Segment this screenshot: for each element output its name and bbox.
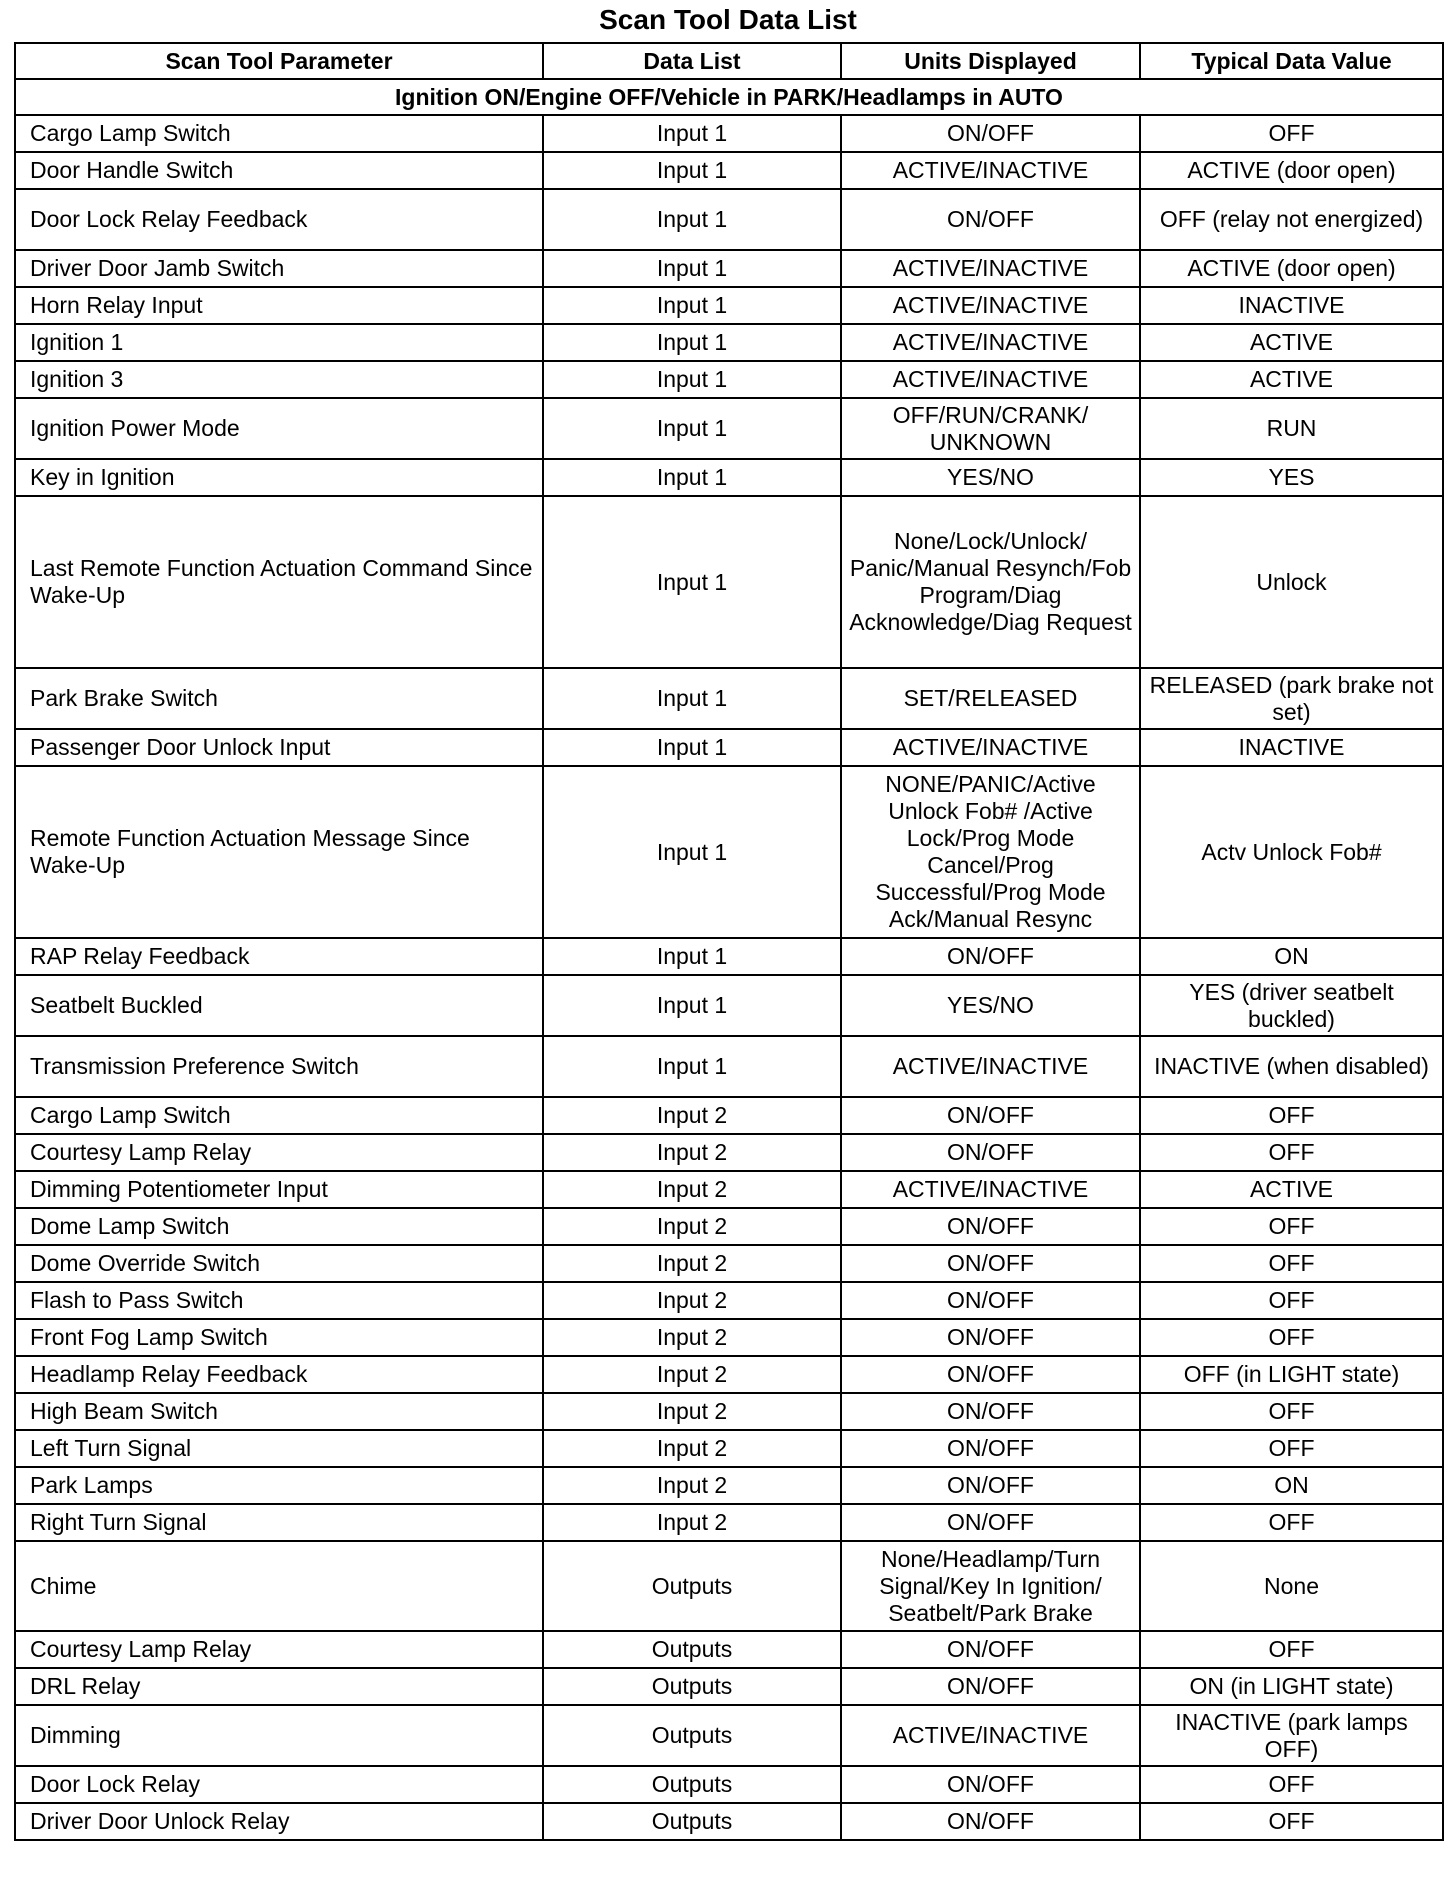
row-parameter: DRL Relay [15, 1668, 543, 1705]
row-units: SET/RELEASED [841, 668, 1140, 729]
table-row [15, 1467, 1443, 1504]
row-parameter: Key in Ignition [15, 459, 543, 496]
row-data-list: Input 2 [543, 1430, 841, 1467]
row-units: ACTIVE/INACTIVE [841, 287, 1140, 324]
row-units: ON/OFF [841, 1208, 1140, 1245]
row-units: YES/NO [841, 459, 1140, 496]
table-row [15, 398, 1443, 459]
row-typical-value: YES [1140, 459, 1443, 496]
row-parameter: Park Lamps [15, 1467, 543, 1504]
table-row [15, 766, 1443, 938]
table-row [15, 459, 1443, 496]
row-data-list: Input 1 [543, 152, 841, 189]
row-units: ON/OFF [841, 1430, 1140, 1467]
row-units: ACTIVE/INACTIVE [841, 152, 1140, 189]
row-data-list: Input 1 [543, 459, 841, 496]
table-row [15, 1766, 1443, 1803]
row-typical-value: OFF [1140, 1319, 1443, 1356]
row-typical-value: RUN [1140, 398, 1443, 459]
row-units: ACTIVE/INACTIVE [841, 250, 1140, 287]
row-units: ON/OFF [841, 189, 1140, 250]
table-row [15, 287, 1443, 324]
row-units: None/Lock/Unlock/ Panic/Manual Resynch/Fob Program/Diag Acknowledge/Diag Request [841, 496, 1140, 668]
row-typical-value: Unlock [1140, 496, 1443, 668]
section-label: Ignition ON/Engine OFF/Vehicle in PARK/Headlamps in AUTO [15, 79, 1443, 115]
row-typical-value: OFF [1140, 1430, 1443, 1467]
page-title: Scan Tool Data List [599, 4, 857, 35]
row-parameter: Dome Override Switch [15, 1245, 543, 1282]
row-data-list: Input 2 [543, 1245, 841, 1282]
row-units: ACTIVE/INACTIVE [841, 361, 1140, 398]
row-units: None/Headlamp/Turn Signal/Key In Ignition/ Seatbelt/Park Brake [841, 1541, 1140, 1631]
row-data-list: Input 1 [543, 668, 841, 729]
scan-tool-data-table [14, 42, 1444, 1841]
row-parameter: Driver Door Jamb Switch [15, 250, 543, 287]
row-data-list: Input 1 [543, 115, 841, 152]
table-row [15, 975, 1443, 1036]
row-units: ON/OFF [841, 1393, 1140, 1430]
row-typical-value: ACTIVE [1140, 361, 1443, 398]
row-data-list: Input 2 [543, 1282, 841, 1319]
row-typical-value: None [1140, 1541, 1443, 1631]
row-units: ON/OFF [841, 938, 1140, 975]
row-typical-value: ON (in LIGHT state) [1140, 1668, 1443, 1705]
row-parameter: High Beam Switch [15, 1393, 543, 1430]
row-data-list: Input 2 [543, 1208, 841, 1245]
row-typical-value: OFF [1140, 1393, 1443, 1430]
table-row [15, 1803, 1443, 1840]
table-row [15, 1036, 1443, 1097]
table-row [15, 1430, 1443, 1467]
row-data-list: Outputs [543, 1631, 841, 1668]
row-parameter: Cargo Lamp Switch [15, 115, 543, 152]
row-typical-value: ACTIVE [1140, 1171, 1443, 1208]
table-row [15, 1541, 1443, 1631]
header-row [15, 43, 1443, 79]
header-units: Units Displayed [841, 43, 1140, 79]
row-parameter: Front Fog Lamp Switch [15, 1319, 543, 1356]
row-parameter: Ignition 3 [15, 361, 543, 398]
row-parameter: Passenger Door Unlock Input [15, 729, 543, 766]
row-parameter: Transmission Preference Switch [15, 1036, 543, 1097]
row-parameter: Seatbelt Buckled [15, 975, 543, 1036]
table-row [15, 1631, 1443, 1668]
row-data-list: Input 1 [543, 938, 841, 975]
row-units: ON/OFF [841, 1504, 1140, 1541]
row-units: ACTIVE/INACTIVE [841, 1171, 1140, 1208]
row-typical-value: ON [1140, 1467, 1443, 1504]
row-units: ACTIVE/INACTIVE [841, 729, 1140, 766]
row-units: ON/OFF [841, 1631, 1140, 1668]
table-row [15, 1245, 1443, 1282]
row-parameter: Left Turn Signal [15, 1430, 543, 1467]
row-data-list: Input 1 [543, 1036, 841, 1097]
row-parameter: Cargo Lamp Switch [15, 1097, 543, 1134]
row-parameter: RAP Relay Feedback [15, 938, 543, 975]
table-row [15, 496, 1443, 668]
table-row [15, 1134, 1443, 1171]
row-typical-value: OFF [1140, 1631, 1443, 1668]
header-parameter: Scan Tool Parameter [15, 43, 543, 79]
table-row [15, 324, 1443, 361]
row-units: ON/OFF [841, 1282, 1140, 1319]
row-typical-value: ACTIVE (door open) [1140, 152, 1443, 189]
row-parameter: Ignition Power Mode [15, 398, 543, 459]
row-typical-value: OFF [1140, 1208, 1443, 1245]
row-data-list: Outputs [543, 1541, 841, 1631]
row-data-list: Input 1 [543, 975, 841, 1036]
section-row [15, 79, 1443, 115]
table-row [15, 152, 1443, 189]
row-units: ON/OFF [841, 1097, 1140, 1134]
row-parameter: Dimming Potentiometer Input [15, 1171, 543, 1208]
row-units: ON/OFF [841, 1134, 1140, 1171]
row-data-list: Input 1 [543, 250, 841, 287]
row-typical-value: INACTIVE [1140, 729, 1443, 766]
row-parameter: Courtesy Lamp Relay [15, 1134, 543, 1171]
row-units: ON/OFF [841, 1668, 1140, 1705]
row-data-list: Input 2 [543, 1393, 841, 1430]
table-row [15, 1097, 1443, 1134]
row-units: YES/NO [841, 975, 1140, 1036]
row-parameter: Chime [15, 1541, 543, 1631]
row-units: ACTIVE/INACTIVE [841, 1036, 1140, 1097]
row-parameter: Park Brake Switch [15, 668, 543, 729]
table-row [15, 189, 1443, 250]
row-parameter: Dimming [15, 1705, 543, 1766]
table-row [15, 115, 1443, 152]
row-units: ON/OFF [841, 1803, 1140, 1840]
row-parameter: Door Lock Relay [15, 1766, 543, 1803]
row-parameter: Driver Door Unlock Relay [15, 1803, 543, 1840]
row-parameter: Ignition 1 [15, 324, 543, 361]
table-row [15, 1171, 1443, 1208]
row-typical-value: ACTIVE [1140, 324, 1443, 361]
row-parameter: Right Turn Signal [15, 1504, 543, 1541]
table-row [15, 1319, 1443, 1356]
row-data-list: Input 1 [543, 398, 841, 459]
row-units: ON/OFF [841, 1245, 1140, 1282]
row-units: OFF/RUN/CRANK/ UNKNOWN [841, 398, 1140, 459]
row-typical-value: INACTIVE (park lamps OFF) [1140, 1705, 1443, 1766]
row-parameter: Flash to Pass Switch [15, 1282, 543, 1319]
row-data-list: Outputs [543, 1668, 841, 1705]
row-typical-value: OFF (in LIGHT state) [1140, 1356, 1443, 1393]
row-data-list: Outputs [543, 1766, 841, 1803]
row-data-list: Input 2 [543, 1171, 841, 1208]
row-units: ON/OFF [841, 1356, 1140, 1393]
row-units: ON/OFF [841, 1467, 1140, 1504]
row-typical-value: Actv Unlock Fob# [1140, 766, 1443, 938]
row-parameter: Door Handle Switch [15, 152, 543, 189]
row-units: ON/OFF [841, 1319, 1140, 1356]
row-typical-value: ON [1140, 938, 1443, 975]
row-typical-value: YES (driver seatbelt buckled) [1140, 975, 1443, 1036]
row-typical-value: OFF [1140, 1766, 1443, 1803]
row-typical-value: OFF [1140, 1803, 1443, 1840]
row-data-list: Input 1 [543, 324, 841, 361]
table-row [15, 1282, 1443, 1319]
table-row [15, 1504, 1443, 1541]
row-typical-value: OFF [1140, 1282, 1443, 1319]
row-parameter: Remote Function Actuation Message Since Wake-Up [15, 766, 543, 938]
row-data-list: Outputs [543, 1705, 841, 1766]
table-row [15, 938, 1443, 975]
row-units: NONE/PANIC/Active Unlock Fob# /Active Lock/Prog Mode Cancel/Prog Successful/Prog Mode Ack/Manual Resync [841, 766, 1140, 938]
row-parameter: Headlamp Relay Feedback [15, 1356, 543, 1393]
row-data-list: Input 1 [543, 361, 841, 398]
row-data-list: Input 2 [543, 1356, 841, 1393]
row-parameter: Last Remote Function Actuation Command Since Wake-Up [15, 496, 543, 668]
row-units: ACTIVE/INACTIVE [841, 324, 1140, 361]
row-units: ACTIVE/INACTIVE [841, 1705, 1140, 1766]
row-parameter: Door Lock Relay Feedback [15, 189, 543, 250]
table-row [15, 250, 1443, 287]
row-typical-value: ACTIVE (door open) [1140, 250, 1443, 287]
row-data-list: Outputs [543, 1803, 841, 1840]
row-units: ON/OFF [841, 115, 1140, 152]
row-parameter: Dome Lamp Switch [15, 1208, 543, 1245]
header-data-list: Data List [543, 43, 841, 79]
row-parameter: Courtesy Lamp Relay [15, 1631, 543, 1668]
row-data-list: Input 1 [543, 496, 841, 668]
row-typical-value: RELEASED (park brake not set) [1140, 668, 1443, 729]
table-row [15, 1705, 1443, 1766]
row-data-list: Input 2 [543, 1504, 841, 1541]
row-data-list: Input 1 [543, 189, 841, 250]
table-row [15, 1208, 1443, 1245]
table-row [15, 729, 1443, 766]
row-data-list: Input 2 [543, 1319, 841, 1356]
row-typical-value: OFF [1140, 1134, 1443, 1171]
row-data-list: Input 2 [543, 1097, 841, 1134]
row-parameter: Horn Relay Input [15, 287, 543, 324]
row-data-list: Input 2 [543, 1467, 841, 1504]
table-row [15, 1668, 1443, 1705]
row-data-list: Input 1 [543, 729, 841, 766]
row-typical-value: INACTIVE [1140, 287, 1443, 324]
header-typical-value: Typical Data Value [1140, 43, 1443, 79]
row-typical-value: OFF [1140, 115, 1443, 152]
table-row [15, 668, 1443, 729]
row-typical-value: OFF [1140, 1097, 1443, 1134]
table-row [15, 361, 1443, 398]
row-data-list: Input 1 [543, 287, 841, 324]
row-typical-value: OFF (relay not energized) [1140, 189, 1443, 250]
table-row [15, 1356, 1443, 1393]
table-row [15, 1393, 1443, 1430]
row-typical-value: OFF [1140, 1504, 1443, 1541]
row-typical-value: INACTIVE (when disabled) [1140, 1036, 1443, 1097]
row-data-list: Input 1 [543, 766, 841, 938]
row-units: ON/OFF [841, 1766, 1140, 1803]
row-typical-value: OFF [1140, 1245, 1443, 1282]
row-data-list: Input 2 [543, 1134, 841, 1171]
